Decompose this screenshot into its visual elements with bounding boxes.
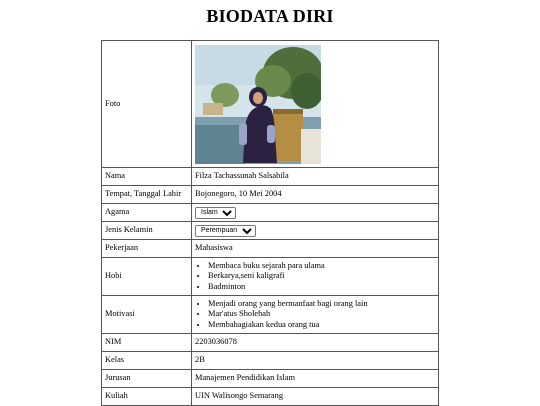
table-row: [102, 388, 439, 406]
row-label-kuliah: Kuliah: [102, 388, 192, 406]
profile-photo: [195, 45, 321, 164]
list-item: • Membahagiakan kedua orang tua: [208, 320, 435, 331]
row-value-jurusan: Manajemen Pendidikan Islam: [192, 370, 439, 388]
row-label-motivasi: Motivasi: [102, 296, 192, 334]
table-row: [102, 296, 439, 334]
list-item: • Menjadi orang yang bermanfaat bagi orang lain: [208, 299, 435, 310]
list-item: • Mar'atus Sholehah: [208, 309, 435, 320]
row-label-nim: NIM: [102, 334, 192, 352]
table-row: [102, 186, 439, 204]
row-value-nama: Filza Tachassunah Salsabila: [192, 168, 439, 186]
row-label-jenis-kelamin: Jenis Kelamin: [102, 222, 192, 240]
list-item: • Membaca buku sejarah para ulama: [208, 261, 435, 272]
profile-photo-image: [195, 45, 321, 164]
table-row: [102, 168, 439, 186]
row-value-hobi: [192, 258, 439, 296]
page-title: BIODATA DIRI: [206, 6, 334, 26]
row-label-pekerjaan: Pekerjaan: [102, 240, 192, 258]
table-row: [102, 41, 439, 168]
row-value-jenis-kelamin: [192, 222, 439, 240]
table-row: [102, 204, 439, 222]
list-item: • Berkarya,seni kaligrafi: [208, 271, 435, 282]
motivasi-list: [195, 299, 435, 331]
row-label-foto: Foto: [102, 41, 192, 168]
row-label-nama: Nama: [102, 168, 192, 186]
row-value-nim: 2203036078: [192, 334, 439, 352]
row-value-agama: [192, 204, 439, 222]
table-row: [102, 258, 439, 296]
row-value-kelas: 2B: [192, 352, 439, 370]
table-row: [102, 370, 439, 388]
hobi-list: [195, 261, 435, 293]
row-label-hobi: Hobi: [102, 258, 192, 296]
row-value-pekerjaan: Mahasiswa: [192, 240, 439, 258]
agama-select[interactable]: [195, 207, 236, 219]
list-item: • Badminton: [208, 282, 435, 293]
table-row: [102, 240, 439, 258]
jenis-kelamin-select[interactable]: [195, 225, 256, 237]
table-row: [102, 222, 439, 240]
biodata-table: [101, 40, 439, 406]
row-value-motivasi: [192, 296, 439, 334]
row-label-jurusan: Jurusan: [102, 370, 192, 388]
row-label-ttl: Tempat, Tanggal Lahir: [102, 186, 192, 204]
row-value-ttl: Bojonegoro, 10 Mei 2004: [192, 186, 439, 204]
row-label-agama: Agama: [102, 204, 192, 222]
table-row: [102, 352, 439, 370]
table-row: [102, 334, 439, 352]
row-label-kelas: Kelas: [102, 352, 192, 370]
row-value-kuliah: UIN Walisongo Semarang: [192, 388, 439, 406]
photo-cell: [192, 41, 439, 168]
